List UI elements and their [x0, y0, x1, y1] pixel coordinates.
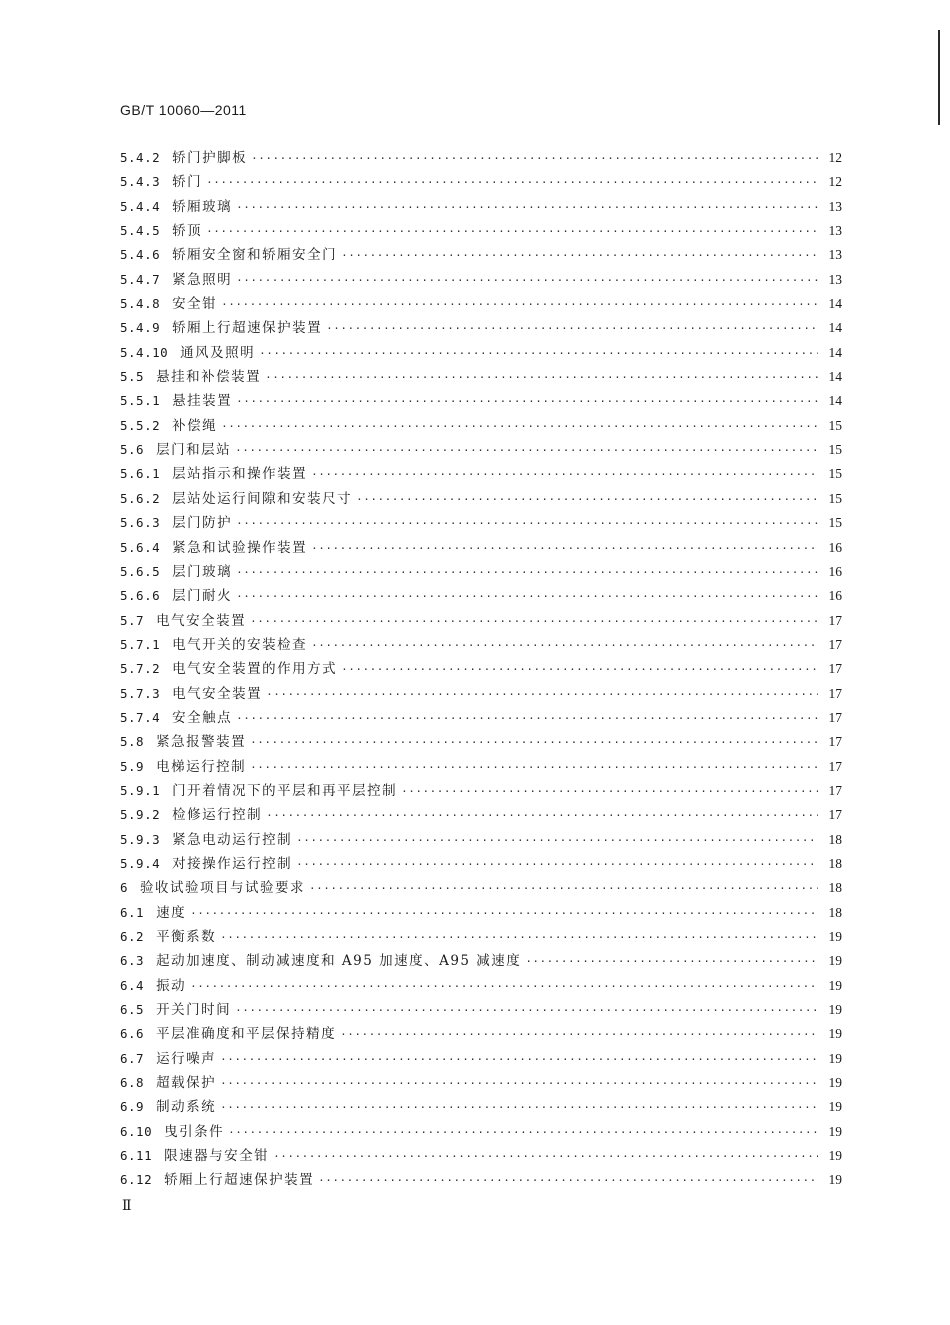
toc-entry-page: 14	[828, 320, 842, 336]
toc-entry-number: 5.7.4	[120, 709, 161, 725]
toc-dot-leader	[326, 317, 818, 341]
toc-dot-leader	[220, 926, 818, 950]
toc-entry-title: 补偿绳	[172, 417, 218, 434]
toc-entry[interactable]	[120, 925, 842, 949]
scan-edge-line	[938, 30, 940, 125]
toc-entry-number: 5.4.3	[120, 174, 161, 190]
toc-entry-number: 5.5.2	[120, 417, 161, 433]
toc-entry-page: 18	[828, 831, 842, 847]
toc-entry[interactable]	[120, 1095, 842, 1119]
toc-entry-page: 14	[828, 369, 842, 385]
toc-entry-page: 17	[828, 636, 842, 652]
toc-dot-leader	[235, 439, 818, 463]
toc-entry[interactable]	[120, 1022, 842, 1046]
toc-entry[interactable]	[120, 536, 842, 560]
toc-entry[interactable]	[120, 511, 842, 535]
toc-entry-number: 5.9	[120, 758, 145, 774]
toc-entry-page: 14	[828, 393, 842, 409]
toc-entry-number: 5.8	[120, 734, 145, 750]
toc-entry[interactable]	[120, 292, 842, 316]
toc-entry-number: 5.6.3	[120, 515, 161, 531]
toc-dot-leader	[250, 610, 818, 634]
toc-entry-title: 对接操作运行控制	[172, 855, 293, 872]
toc-dot-leader	[273, 1145, 818, 1169]
toc-dot-leader	[341, 658, 818, 682]
toc-entry-page: 19	[828, 1172, 842, 1188]
toc-entry-page: 17	[828, 709, 842, 725]
toc-entry-title: 振动	[156, 977, 187, 994]
toc-entry-number: 6.3	[120, 953, 145, 969]
toc-entry-page: 19	[828, 929, 842, 944]
toc-entry-page: 19	[828, 1148, 842, 1164]
toc-entry-number: 5.9.1	[120, 782, 161, 798]
toc-entry-page: 12	[828, 150, 842, 165]
toc-entry-title: 紧急照明	[172, 271, 233, 288]
toc-entry[interactable]	[120, 1047, 842, 1071]
toc-entry-number: 6.7	[120, 1050, 145, 1066]
toc-dot-leader	[236, 196, 818, 220]
toc-entry[interactable]	[120, 633, 842, 657]
toc-dot-leader	[190, 902, 818, 926]
toc-entry-title: 层门和层站	[156, 442, 232, 459]
toc-entry[interactable]	[120, 949, 842, 973]
toc-entry-number: 5.7.1	[120, 636, 161, 652]
standard-id-header: GB/T 10060—2011	[120, 102, 247, 118]
page-number-footer: Ⅱ	[122, 1199, 132, 1214]
toc-entry-page: 15	[828, 466, 842, 482]
toc-dot-leader	[296, 853, 818, 877]
toc-entry-title: 电气开关的安装检查	[172, 636, 308, 653]
toc-dot-leader	[250, 731, 818, 755]
toc-entry-title: 轿厢上行超速保护装置	[164, 1172, 315, 1189]
toc-entry[interactable]	[120, 706, 842, 730]
toc-entry-number: 6.8	[120, 1075, 145, 1091]
toc-dot-leader	[221, 293, 818, 317]
toc-entry-page: 18	[828, 880, 842, 896]
toc-entry-page: 17	[828, 685, 842, 701]
toc-entry-number: 5.4.10	[120, 344, 169, 360]
toc-entry-title: 电梯运行控制	[156, 758, 247, 775]
toc-entry-title: 层门玻璃	[172, 563, 233, 580]
toc-dot-leader	[311, 537, 818, 561]
toc-dot-leader	[251, 147, 818, 171]
toc-entry-page: 17	[828, 782, 842, 798]
toc-entry-title: 紧急电动运行控制	[172, 831, 293, 848]
toc-dot-leader	[228, 1121, 818, 1145]
toc-entry[interactable]	[120, 1071, 842, 1095]
toc-dot-leader	[265, 366, 818, 390]
toc-entry-number: 5.7.3	[120, 685, 161, 701]
toc-entry[interactable]	[120, 438, 842, 462]
toc-entry-number: 5.4.7	[120, 271, 161, 287]
toc-entry[interactable]	[120, 195, 842, 219]
toc-entry-title: 平衡系数	[156, 929, 217, 945]
toc-entry-page: 19	[828, 1026, 842, 1042]
toc-entry-page: 18	[828, 855, 842, 871]
toc-entry-title: 层站指示和操作装置	[172, 466, 308, 483]
toc-entry[interactable]	[120, 998, 842, 1022]
toc-entry-number: 5.4.6	[120, 247, 161, 263]
toc-entry-title: 紧急报警装置	[156, 734, 247, 751]
toc-entry-number: 6.1	[120, 904, 145, 920]
toc-entry-title: 轿厢上行超速保护装置	[172, 320, 323, 337]
toc-entry-page: 13	[828, 223, 842, 239]
toc-entry-number: 6.2	[120, 929, 145, 944]
toc-dot-leader	[250, 756, 818, 780]
toc-entry-number: 5.6	[120, 442, 145, 458]
toc-entry-page: 16	[828, 539, 842, 555]
toc-dot-leader	[356, 488, 818, 512]
toc-entry-title: 紧急和试验操作装置	[172, 539, 308, 556]
toc-entry-page: 19	[828, 1002, 842, 1018]
toc-entry[interactable]	[120, 876, 842, 900]
toc-entry-page: 19	[828, 1123, 842, 1139]
toc-entry-title: 验收试验项目与试验要求	[140, 880, 306, 897]
toc-entry[interactable]	[120, 852, 842, 876]
toc-dot-leader	[220, 1048, 818, 1072]
toc-entry[interactable]	[120, 414, 842, 438]
toc-entry[interactable]	[120, 974, 842, 998]
toc-entry-number: 6.6	[120, 1026, 145, 1042]
toc-entry-page: 18	[828, 904, 842, 920]
toc-entry-page: 17	[828, 612, 842, 628]
toc-entry-number: 6.4	[120, 977, 145, 993]
toc-entry-page: 13	[828, 247, 842, 263]
toc-entry-title: 速度	[156, 904, 187, 921]
toc-entry-number: 5.9.2	[120, 807, 161, 823]
toc-entry-page: 19	[828, 1099, 842, 1115]
toc-entry-number: 5.4.2	[120, 150, 161, 165]
toc-dot-leader	[311, 463, 818, 487]
toc-entry-number: 5.7.2	[120, 661, 161, 677]
toc-entry-page: 17	[828, 758, 842, 774]
toc-entry[interactable]	[120, 657, 842, 681]
toc-entry-number: 6	[120, 880, 129, 896]
toc-entry-title: 电气安全装置	[156, 612, 247, 629]
toc-dot-leader	[259, 342, 818, 366]
toc-entry-number: 5.4.5	[120, 223, 161, 239]
toc-entry[interactable]	[120, 146, 842, 170]
toc-entry-number: 5.5	[120, 369, 145, 385]
toc-entry-number: 5.6.6	[120, 588, 161, 604]
toc-entry-title: 轿顶	[172, 223, 203, 240]
toc-entry-page: 13	[828, 271, 842, 287]
toc-dot-leader	[296, 829, 818, 853]
toc-dot-leader	[401, 780, 818, 804]
toc-entry-page: 17	[828, 661, 842, 677]
toc-dot-leader	[318, 1169, 818, 1193]
toc-entry-page: 19	[828, 1075, 842, 1091]
toc-entry[interactable]	[120, 755, 842, 779]
toc-entry-title: 运行噪声	[156, 1050, 217, 1067]
toc-entry-page: 19	[828, 953, 842, 969]
toc-entry[interactable]	[120, 170, 842, 194]
toc-entry-title: 轿门	[172, 174, 203, 191]
toc-entry[interactable]	[120, 316, 842, 340]
toc-entry[interactable]	[120, 389, 842, 413]
toc-entry-page: 19	[828, 977, 842, 993]
toc-entry-page: 15	[828, 490, 842, 506]
toc-entry[interactable]	[120, 560, 842, 584]
toc-entry[interactable]	[120, 730, 842, 754]
toc-entry-title: 层门防护	[172, 515, 233, 532]
toc-entry-number: 5.4.9	[120, 320, 161, 336]
toc-entry-number: 5.4.4	[120, 198, 161, 214]
toc-dot-leader	[340, 1023, 818, 1047]
toc-entry[interactable]	[120, 609, 842, 633]
toc-entry[interactable]	[120, 828, 842, 852]
toc-entry[interactable]	[120, 584, 842, 608]
toc-entry-title: 轿厢玻璃	[172, 198, 233, 215]
toc-entry-number: 5.6.1	[120, 466, 161, 482]
toc-entry-page: 14	[828, 344, 842, 360]
toc-entry-page: 15	[828, 515, 842, 531]
toc-entry[interactable]	[120, 268, 842, 292]
toc-entry-page: 19	[828, 1050, 842, 1066]
toc-dot-leader	[220, 1072, 818, 1096]
toc-entry[interactable]	[120, 1168, 842, 1192]
toc-entry-title: 电气安全装置的作用方式	[172, 661, 338, 678]
toc-entry[interactable]	[120, 341, 842, 365]
toc-entry[interactable]	[120, 219, 842, 243]
toc-entry-number: 5.7	[120, 612, 145, 628]
toc-entry-number: 5.6.2	[120, 490, 161, 506]
toc-dot-leader	[206, 220, 818, 244]
toc-dot-leader	[236, 269, 818, 293]
toc-dot-leader	[236, 707, 818, 731]
toc-entry-title: 层站处运行间隙和安装尺寸	[172, 490, 353, 507]
toc-dot-leader	[235, 999, 818, 1023]
toc-entry-title: 悬挂和补偿装置	[156, 369, 262, 386]
toc-dot-leader	[206, 171, 818, 195]
toc-entry[interactable]	[120, 462, 842, 486]
toc-entry[interactable]	[120, 682, 842, 706]
toc-entry-title: 门开着情况下的平层和再平层控制	[172, 782, 398, 799]
toc-entry[interactable]	[120, 487, 842, 511]
toc-entry-page: 12	[828, 174, 842, 190]
toc-entry[interactable]	[120, 803, 842, 827]
toc-entry-title: 平层准确度和平层保持精度	[156, 1026, 337, 1043]
toc-entry-title: 检修运行控制	[172, 807, 263, 824]
toc-dot-leader	[220, 1096, 818, 1120]
toc-entry-title: 限速器与安全钳	[164, 1148, 270, 1165]
toc-dot-leader	[525, 950, 818, 974]
toc-entry-title: 超载保护	[156, 1075, 217, 1092]
toc-entry[interactable]	[120, 779, 842, 803]
toc-entry-page: 16	[828, 563, 842, 579]
toc-entry-number: 6.11	[120, 1148, 153, 1164]
toc-dot-leader	[266, 683, 818, 707]
toc-entry-title: 起动加速度、制动减速度和 A95 加速度、A95 减速度	[156, 953, 522, 970]
toc-entry-page: 13	[828, 198, 842, 214]
toc-entry-title: 安全触点	[172, 709, 233, 726]
toc-entry-title: 开关门时间	[156, 1002, 232, 1019]
toc-entry-page: 14	[828, 296, 842, 312]
toc-entry-number: 5.9.4	[120, 855, 161, 871]
toc-entry-number: 5.6.4	[120, 539, 161, 555]
toc-dot-leader	[341, 244, 818, 268]
toc-dot-leader	[266, 804, 818, 828]
toc-entry-number: 5.5.1	[120, 393, 161, 409]
toc-entry-number: 5.9.3	[120, 831, 161, 847]
toc-dot-leader	[236, 585, 818, 609]
toc-entry-page: 17	[828, 807, 842, 823]
toc-entry[interactable]	[120, 1120, 842, 1144]
toc-dot-leader	[311, 634, 818, 658]
toc-entry-title: 制动系统	[156, 1099, 217, 1116]
toc-dot-leader	[236, 390, 818, 414]
toc-entry-title: 悬挂装置	[172, 393, 233, 410]
toc-entry-number: 5.4.8	[120, 296, 161, 312]
toc-entry-title: 曳引条件	[164, 1123, 225, 1140]
toc-entry-number: 6.9	[120, 1099, 145, 1115]
toc-entry-page: 16	[828, 588, 842, 604]
table-of-contents	[120, 146, 842, 1193]
toc-entry-number: 6.12	[120, 1172, 153, 1188]
toc-entry[interactable]	[120, 243, 842, 267]
toc-entry-page: 17	[828, 734, 842, 750]
toc-entry-title: 轿厢安全窗和轿厢安全门	[172, 247, 338, 264]
toc-dot-leader	[236, 561, 818, 585]
toc-entry-title: 层门耐火	[172, 588, 233, 605]
toc-entry-page: 15	[828, 442, 842, 458]
toc-entry[interactable]	[120, 1144, 842, 1168]
toc-entry-title: 电气安全装置	[172, 685, 263, 702]
toc-dot-leader	[309, 877, 818, 901]
toc-entry-title: 安全钳	[172, 296, 218, 313]
toc-entry-title: 通风及照明	[180, 344, 256, 361]
toc-dot-leader	[236, 512, 818, 536]
toc-dot-leader	[221, 415, 818, 439]
toc-entry-title: 轿门护脚板	[172, 150, 248, 166]
toc-entry[interactable]	[120, 901, 842, 925]
toc-entry-number: 5.6.5	[120, 563, 161, 579]
toc-entry-number: 6.5	[120, 1002, 145, 1018]
toc-entry[interactable]	[120, 365, 842, 389]
toc-entry-number: 6.10	[120, 1123, 153, 1139]
toc-dot-leader	[190, 975, 818, 999]
toc-entry-page: 15	[828, 417, 842, 433]
